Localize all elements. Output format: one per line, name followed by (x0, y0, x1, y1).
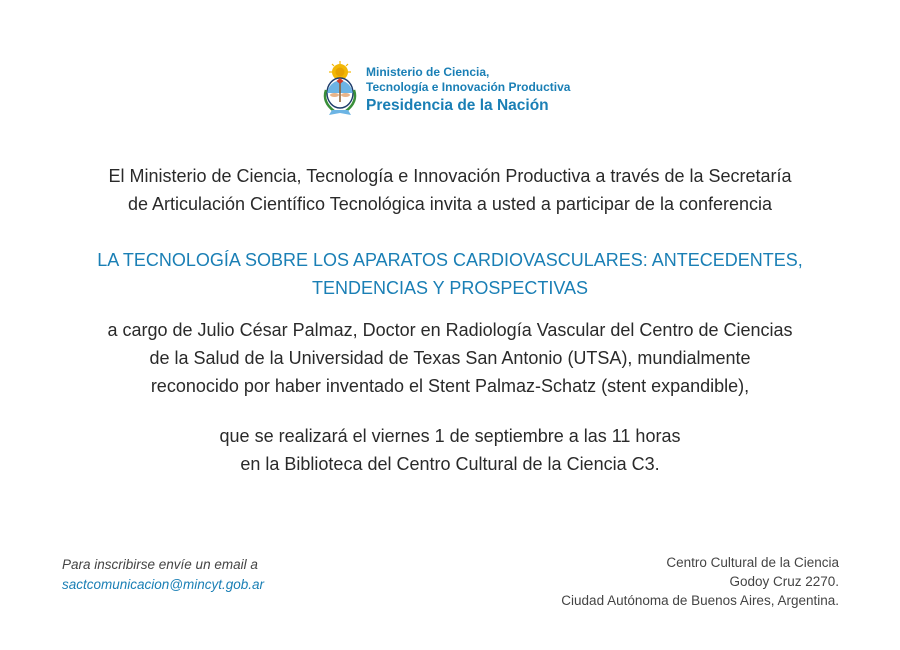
event-location-line: en la Biblioteca del Centro Cultural de la Ciencia C3. (240, 454, 660, 474)
header-logo (320, 60, 600, 120)
venue-street: Godoy Cruz 2270. (729, 574, 839, 589)
registration-info (62, 555, 264, 595)
speaker-line: reconocido por haber inventado el Stent Palmaz-Schatz (stent expandible), (150, 376, 750, 396)
invitation-intro (40, 162, 860, 218)
ministry-name-line1: Ministerio de Ciencia, (366, 65, 490, 79)
speaker-description (40, 316, 860, 400)
venue-city: Ciudad Autónoma de Buenos Aires, Argentina. (561, 593, 839, 608)
venue-name: Centro Cultural de la Ciencia (666, 555, 839, 570)
presidency-name: Presidencia de la Nación (366, 97, 549, 114)
intro-line: El Ministerio de Ciencia, Tecnología e Innovación Productiva a través de la Secretaría (108, 166, 792, 186)
venue-address (561, 553, 839, 610)
title-line: LA TECNOLOGÍA SOBRE LOS APARATOS CARDIOVASCULARES: ANTECEDENTES, (97, 250, 803, 270)
coat-of-arms-icon (320, 60, 360, 118)
speaker-line: de la Salud de la Universidad de Texas San Antonio (UTSA), mundialmente (149, 348, 751, 368)
ministry-name-line2: Tecnología e Innovación Productiva (366, 80, 571, 94)
ministry-name (366, 65, 570, 116)
event-date-location (40, 422, 860, 478)
speaker-line: a cargo de Julio César Palmaz, Doctor en Radiología Vascular del Centro de Ciencias (107, 320, 793, 340)
intro-line: de Articulación Científico Tecnológica invita a usted a participar de la conferencia (127, 194, 773, 214)
registration-text: Para inscribirse envíe un email a (62, 557, 258, 572)
conference-title (40, 246, 860, 302)
event-date-line: que se realizará el viernes 1 de septiembre a las 11 horas (219, 426, 681, 446)
title-line: TENDENCIAS Y PROSPECTIVAS (311, 278, 589, 298)
registration-email-link[interactable]: sactcomunicacion@mincyt.gob.ar (62, 577, 265, 592)
